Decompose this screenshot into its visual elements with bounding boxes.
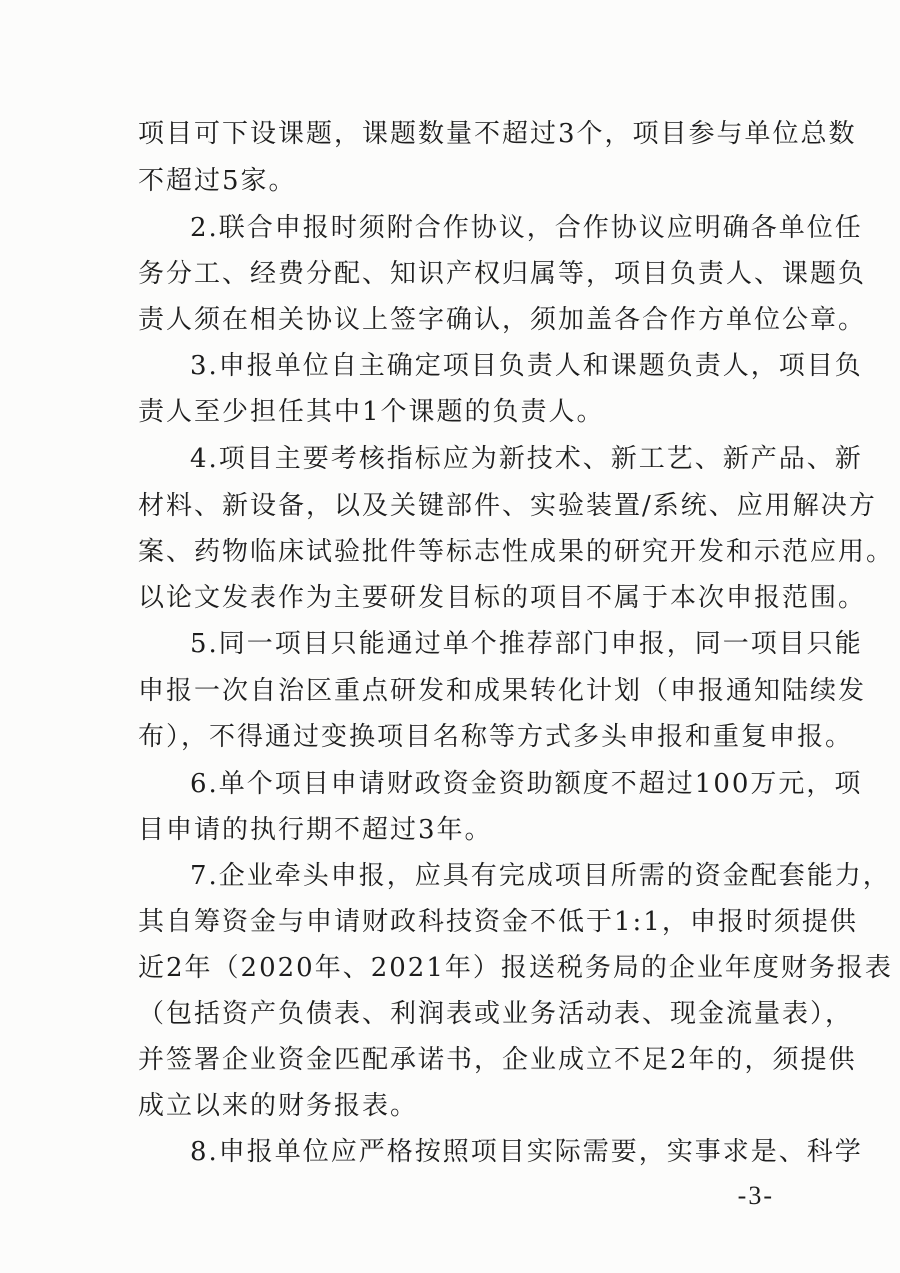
text-line: （包括资产负债表、利润表或业务活动表、现金流量表）， bbox=[138, 999, 854, 1029]
text-line: 责人须在相关协议上签字确认，须加盖各合作方单位公章。 bbox=[138, 305, 867, 335]
text-line: 8.申报单位应严格按照项目实际需要，实事求是、科学 bbox=[190, 1137, 863, 1167]
text-line: 申报一次自治区重点研发和成果转化计划（申报通知陆续发 bbox=[138, 676, 867, 706]
text-line: 材料、新设备，以及关键部件、实验装置/系统、应用解决方 bbox=[138, 491, 877, 521]
text-line: 7.企业牵头申报，应具有完成项目所需的资金配套能力， bbox=[190, 861, 891, 891]
page-number: -3- bbox=[737, 1181, 774, 1210]
text-line: 不超过5家。 bbox=[138, 166, 297, 196]
text-line: 成立以来的财务报表。 bbox=[138, 1091, 419, 1121]
text-line: 项目可下设课题，课题数量不超过3个，项目参与单位总数 bbox=[138, 119, 857, 149]
text-line: 以论文发表作为主要研发目标的项目不属于本次申报范围。 bbox=[138, 583, 867, 613]
text-line: 目申请的执行期不超过3年。 bbox=[138, 815, 493, 845]
text-line: 2.联合申报时须附合作协议，合作协议应明确各单位任 bbox=[190, 213, 863, 243]
text-line: 布），不得通过变换项目名称等方式多头申报和重复申报。 bbox=[138, 722, 854, 752]
text-line: 务分工、经费分配、知识产权归属等，项目负责人、课题负 bbox=[138, 259, 867, 289]
text-line: 近2年（2020年、2021年）报送税务局的企业年度财务报表 bbox=[138, 953, 893, 983]
text-line: 案、药物临床试验批件等标志性成果的研究开发和示范应用。 bbox=[138, 537, 895, 567]
text-line: 其自筹资金与申请财政科技资金不低于1:1，申报时须提供 bbox=[138, 907, 858, 937]
text-line: 4.项目主要考核指标应为新技术、新工艺、新产品、新 bbox=[190, 444, 863, 474]
text-line: 3.申报单位自主确定项目负责人和课题负责人，项目负 bbox=[190, 351, 863, 381]
text-line: 并签署企业资金匹配承诺书，企业成立不足2年的，须提供 bbox=[138, 1045, 857, 1075]
text-line: 5.同一项目只能通过单个推荐部门申报，同一项目只能 bbox=[190, 629, 863, 659]
text-line: 6.单个项目申请财政资金资助额度不超过100万元，项 bbox=[190, 769, 863, 799]
text-line: 责人至少担任其中1个课题的负责人。 bbox=[138, 397, 605, 427]
